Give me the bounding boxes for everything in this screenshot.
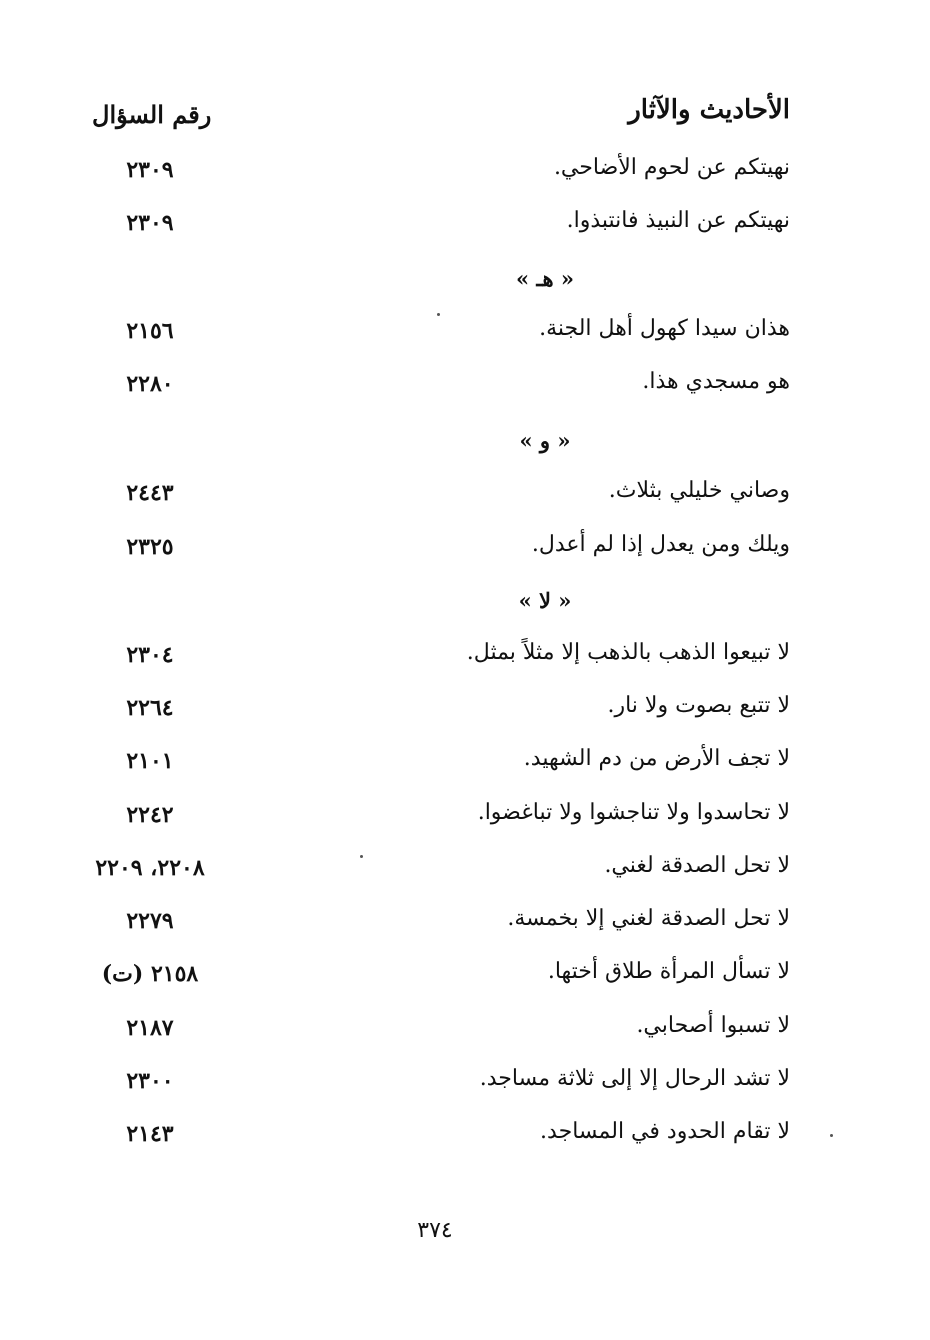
- entry-number: ٢٣٠٠: [126, 1068, 174, 1094]
- entry-text: لا تحاسدوا ولا تناجشوا ولا تباغضوا.: [477, 800, 790, 825]
- column-header-hadiths: الأحاديث والآثار: [628, 95, 790, 125]
- entry-number: ٢٢٠٨، ٢٢٠٩: [95, 855, 205, 881]
- entry-number: ٢٢٦٤: [126, 695, 174, 721]
- entry-text: نهيتكم عن النبيذ فانتبذوا.: [566, 208, 790, 233]
- entry-number: ٢٣٠٩: [126, 157, 174, 183]
- entry-text: نهيتكم عن لحوم الأضاحي.: [553, 155, 790, 180]
- entry-number: ٢٢٨٠: [126, 371, 174, 397]
- scan-speck: [360, 855, 363, 858]
- entry-text: لا تشد الرحال إلا إلى ثلاثة مساجد.: [479, 1066, 790, 1091]
- entry-text: لا تتبع بصوت ولا نار.: [607, 693, 790, 718]
- entry-number: ٢١٥٨ (ت): [101, 961, 199, 987]
- entry-number: ٢١٠١: [126, 748, 174, 774]
- page-number: ٣٧٤: [417, 1218, 453, 1243]
- entry-text: لا تجف الأرض من دم الشهيد.: [523, 746, 790, 771]
- entry-number: ٢٤٤٣: [126, 480, 174, 506]
- entry-number: ٢٣٠٩: [126, 210, 174, 236]
- scan-speck: [437, 313, 440, 316]
- entry-text: لا تسبوا أصحابي.: [636, 1013, 790, 1038]
- entry-number: ٢١٤٣: [126, 1121, 174, 1147]
- section-heading: « هـ »: [515, 266, 575, 291]
- entry-number: ٢٣٢٥: [126, 534, 174, 560]
- section-heading: « و »: [519, 428, 571, 453]
- section-heading: « لا »: [518, 588, 572, 613]
- entry-number: ٢٢٧٩: [126, 908, 174, 934]
- entry-text: لا تقام الحدود في المساجد.: [540, 1119, 790, 1144]
- entry-text: لا تبيعوا الذهب بالذهب إلا مثلاً بمثل.: [466, 640, 790, 665]
- entry-text: لا تحل الصدقة لغني إلا بخمسة.: [507, 906, 790, 931]
- entry-text: هذان سيدا كهول أهل الجنة.: [539, 316, 790, 341]
- entry-number: ٢١٥٦: [126, 318, 174, 344]
- entry-text: وصاني خليلي بثلاث.: [608, 478, 790, 503]
- entry-text: ويلك ومن يعدل إذا لم أعدل.: [531, 532, 790, 557]
- entry-text: لا تسأل المرأة طلاق أختها.: [547, 959, 790, 984]
- entry-text: هو مسجدي هذا.: [642, 369, 790, 394]
- scan-speck: [830, 1134, 833, 1137]
- entry-number: ٢١٨٧: [126, 1015, 174, 1041]
- entry-number: ٢٢٤٢: [126, 802, 174, 828]
- entry-number: ٢٣٠٤: [126, 642, 174, 668]
- entry-text: لا تحل الصدقة لغني.: [604, 853, 790, 878]
- column-header-question-number: رقم السؤال: [92, 100, 212, 129]
